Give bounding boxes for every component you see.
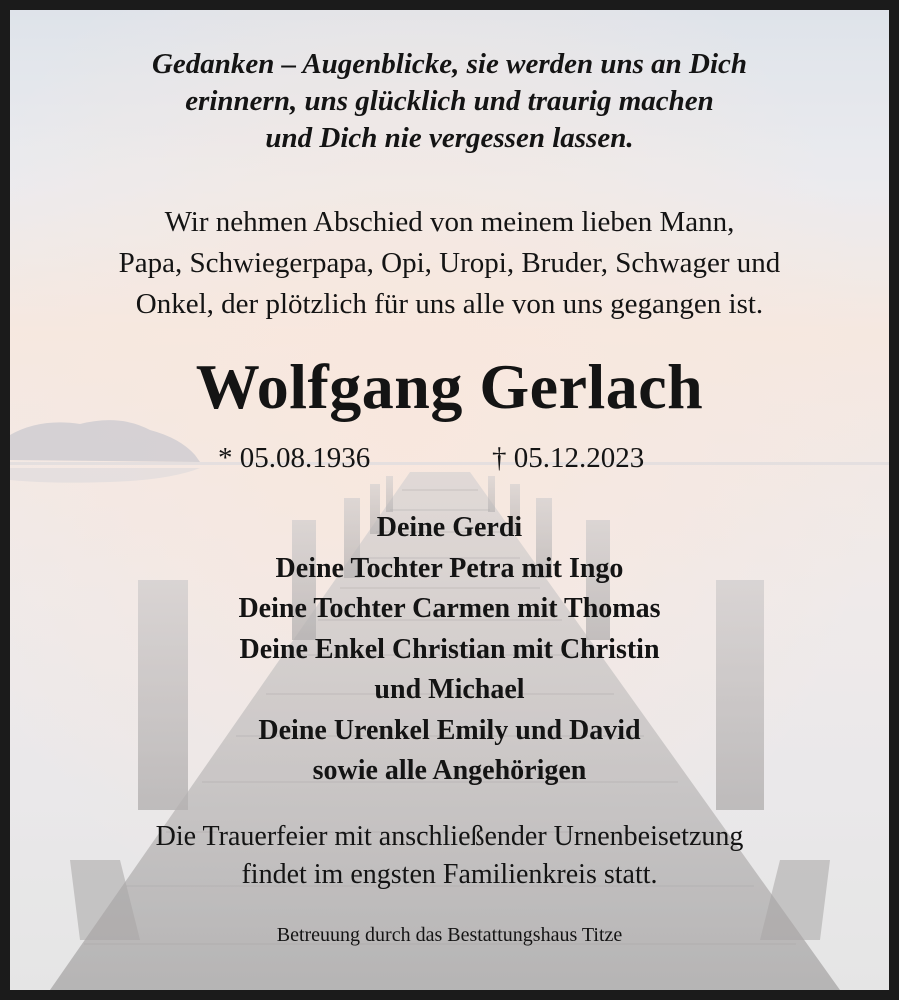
intro-line: Papa, Schwiegerpapa, Opi, Uropi, Bruder, Schwager und: [118, 247, 781, 279]
undertaker-credit: Betreuung durch das Bestattungshaus Titze: [276, 924, 623, 946]
intro-line: Wir nehmen Abschied von meinem lieben Mann,: [164, 206, 735, 238]
mourner-line: Deine Enkel Christian mit Christin: [239, 633, 660, 665]
memorial-motto: [10, 46, 889, 157]
birth-date: * 05.08.1936: [218, 442, 371, 474]
mourner-line: Deine Tochter Carmen mit Thomas: [238, 593, 661, 624]
farewell-intro: [10, 202, 889, 325]
service-line: Die Trauerfeier mit anschließender Urnenbeisetzung: [155, 821, 744, 852]
mourner-line: Deine Gerdi: [376, 512, 523, 543]
motto-line: Gedanken – Augenblicke, sie werden uns an Dich: [151, 48, 748, 80]
mourner-line: und Michael: [374, 674, 525, 705]
death-date: † 05.12.2023: [492, 442, 645, 474]
mourner-line: Deine Tochter Petra mit Ingo: [275, 552, 624, 584]
mourner-line: sowie alle Angehörigen: [312, 755, 587, 786]
deceased-name: Wolfgang Gerlach: [195, 351, 704, 422]
intro-line: Onkel, der plötzlich für uns alle von uns gegangen ist.: [135, 288, 764, 320]
mourner-line: Deine Urenkel Emily und David: [258, 714, 641, 746]
motto-line: und Dich nie vergessen lassen.: [265, 122, 634, 154]
service-line: findet im engsten Familienkreis statt.: [241, 859, 658, 890]
motto-line: erinnern, uns glücklich und traurig machen: [185, 85, 714, 117]
funeral-service-info: [10, 818, 889, 894]
mourners-list: [10, 508, 889, 792]
obituary-content: [10, 10, 889, 990]
